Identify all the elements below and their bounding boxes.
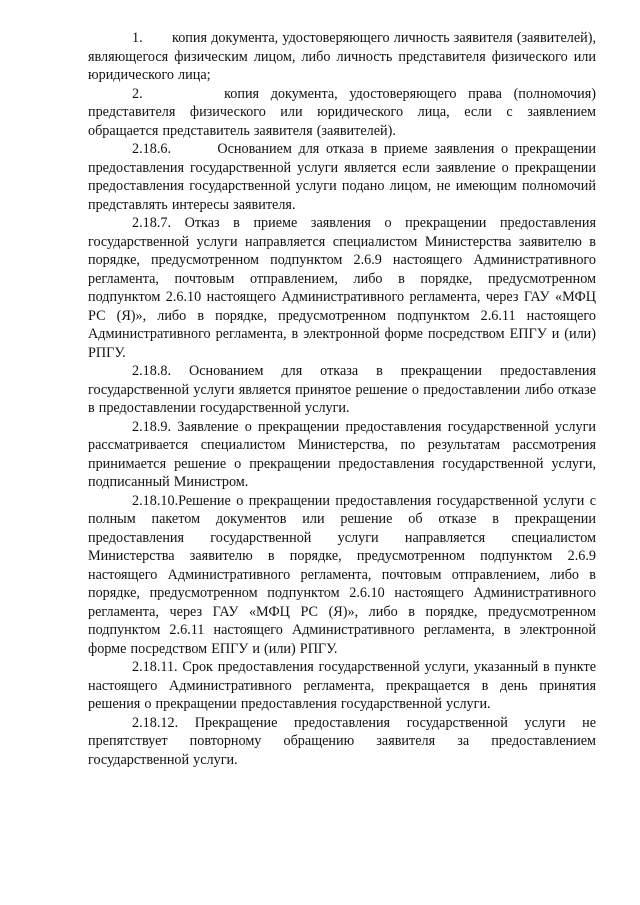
- paragraph-2-18-8: 2.18.8. Основанием для отказа в прекращении предоставления государственной услуги является принятое решение о предоставлении либо отказе в предоставлении государственной услуги.: [88, 363, 596, 416]
- paragraph-2-18-7: 2.18.7. Отказ в приеме заявления о прекращении предоставления государственной услуги направляется специалистом Министерства заявителю в порядке, предусмотренном подпунктом 2.6.9 настоящего Административного регламента, почтовым отправлением, либо в порядке, предусмотренном подпунктом 2.6.10 настоящего Административного регламента, через ГАУ «МФЦ РС (Я)», либо в порядке, предусмотренном подпунктом 2.6.11 настоящего Административного регламента, в электронной форме посредством ЕПГУ и (или) РПГУ.: [88, 215, 596, 361]
- paragraph-2-18-6: 2.18.6. Основанием для отказа в приеме заявления о прекращении предоставления государственной услуги является если заявление о прекращении предоставления государственной услуги подано лицом, не имеющим полномочий представлять интересы заявителя.: [88, 141, 596, 213]
- paragraph-item-2: 2. копия документа, удостоверяющего права (полномочия) представителя физического или юридического лица, если с заявлением обращается представитель заявителя (заявителей).: [88, 85, 596, 139]
- document-body: [88, 29, 596, 769]
- paragraph-item-1: 1. копия документа, удостоверяющего личность заявителя (заявителей), являющегося физическим лицом, либо личность представителя физического или юридического лица;: [88, 30, 596, 83]
- paragraph-2-18-11: 2.18.11. Срок предоставления государственной услуги, указанный в пункте настоящего Административного регламента, прекращается в день принятия решения о прекращении предоставления государственной услуги.: [88, 659, 596, 712]
- paragraph-2-18-10: 2.18.10.Решение о прекращении предоставления государственной услуги с полным пакетом документов или решение об отказе в прекращении предоставления государственной услуги направляется специалистом Министерства заявителю в порядке, предусмотренном подпунктом 2.6.9 настоящего Административного регламента, почтовым отправлением, либо в порядке, предусмотренном подпунктом 2.6.10 настоящего Административного регламента, через ГАУ «МФЦ РС (Я)», либо в порядке, предусмотренном подпунктом 2.6.11 настоящего Административного регламента, в электронной форме посредством ЕПГУ и (или) РПГУ.: [88, 492, 596, 657]
- paragraph-2-18-9: 2.18.9. Заявление о прекращении предоставления государственной услуги рассматривается специалистом Министерства, по результатам рассмотрения принимается решение о прекращении предоставления государственной услуги, подписанный Министром.: [88, 418, 596, 490]
- paragraph-2-18-12: 2.18.12. Прекращение предоставления государственной услуги не препятствует повторному обращению заявителя за предоставлением государственной услуги.: [88, 714, 596, 768]
